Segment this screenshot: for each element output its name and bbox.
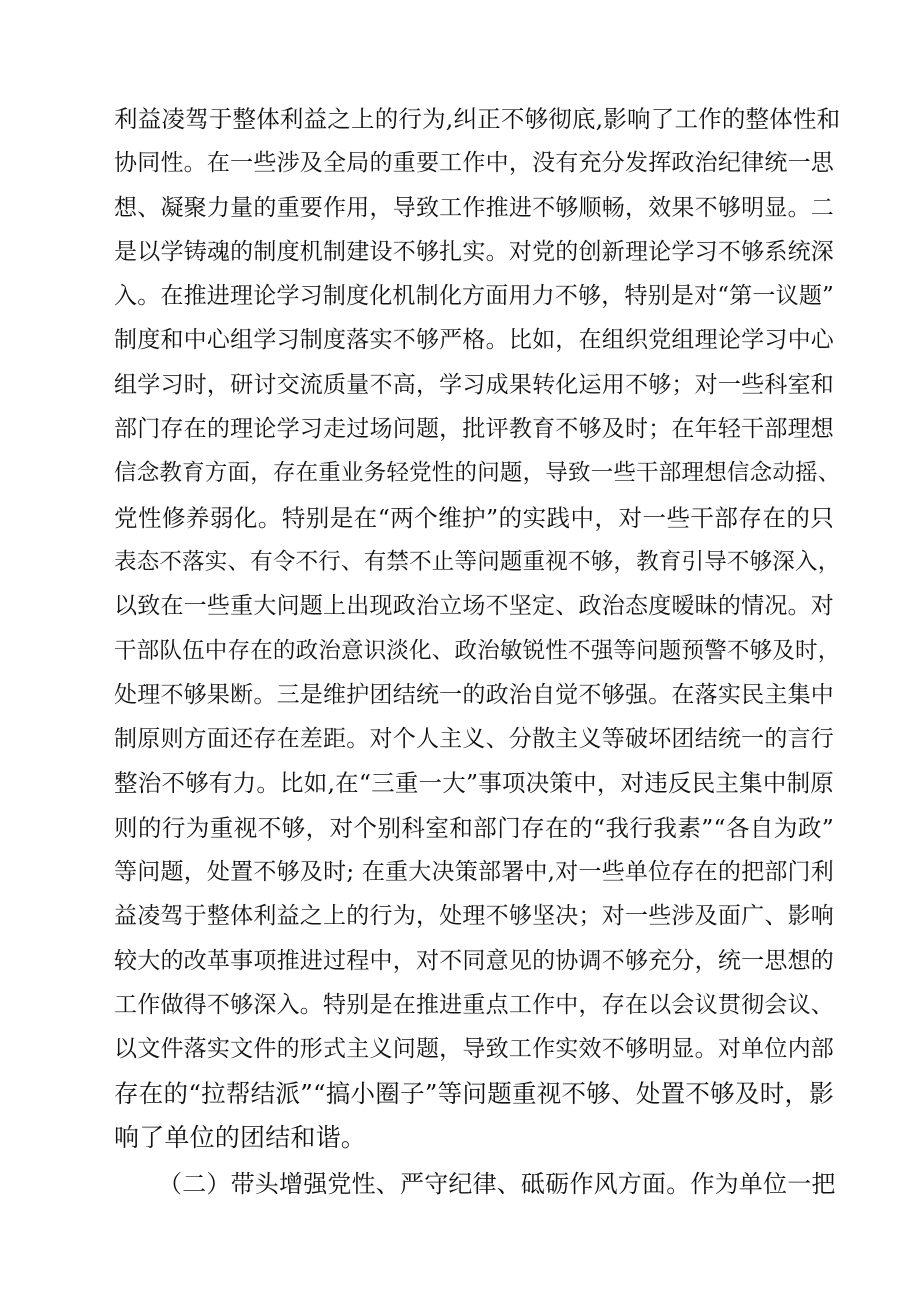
text-line: 以致在一些重大问题上出现政治立场不坚定、政治态度暧昧的情况。对 bbox=[114, 593, 834, 620]
body-text bbox=[114, 97, 841, 1206]
text-line: 是以学铸魂的制度机制建设不够扎实。对党的创新理论学习不够系统深 bbox=[114, 238, 834, 265]
text-line: 以文件落实文件的形式主义问题，导致工作实效不够明显。对单位内部 bbox=[114, 1036, 834, 1063]
text-line: 入。在推进理论学习制度化机制化方面用力不够，特别是对“第一议题” bbox=[114, 283, 834, 310]
text-line: 协同性。在一些涉及全局的重要工作中，没有充分发挥政治纪律统一思 bbox=[114, 150, 834, 177]
text-line: 干部队伍中存在的政治意识淡化、政治敏锐性不强等问题预警不够及时， bbox=[114, 637, 841, 664]
text-line: 信念教育方面，存在重业务轻党性的问题，导致一些干部理想信念动摇、 bbox=[114, 460, 841, 487]
text-line: 部门存在的理论学习走过场问题，批评教育不够及时；在年轻干部理想 bbox=[114, 416, 834, 443]
text-line: 存在的“拉帮结派”“搞小圈子”等问题重视不够、处置不够及时，影 bbox=[114, 1078, 834, 1108]
text-line: 表态不落实、有令不行、有禁不止等问题重视不够，教育引导不够深入， bbox=[114, 548, 841, 575]
text-line: 制原则方面还存在差距。对个人主义、分散主义等破坏团结统一的言行 bbox=[114, 726, 834, 753]
text-line: 组学习时，研讨交流质量不高，学习成果转化运用不够；对一些科室和 bbox=[114, 371, 834, 398]
text-line: 处理不够果断。三是维护团结统一的政治自觉不够强。在落实民主集中 bbox=[114, 681, 834, 708]
text-line: 较大的改革事项推进过程中，对不同意见的协调不够充分，统一思想的 bbox=[114, 947, 834, 974]
text-line: 整治不够有力。比如,在“三重一大”事项决策中，对违反民主集中制原 bbox=[114, 769, 834, 798]
text-line: 则的行为重视不够，对个别科室和部门存在的“我行我素”“各自为政” bbox=[114, 813, 834, 842]
text-line: 工作做得不够深入。特别是在推进重点工作中，存在以会议贯彻会议、 bbox=[114, 991, 834, 1018]
text-line: 想、凝聚力量的重要作用，导致工作推进不够顺畅，效果不够明显。二 bbox=[114, 194, 834, 221]
text-line: 响了单位的团结和谐。 bbox=[114, 1122, 367, 1152]
text-line: 党性修养弱化。特别是在“两个维护”的实践中，对一些干部存在的只 bbox=[114, 503, 834, 532]
text-line: 利益凌驾于整体利益之上的行为,纠正不够彻底,影响了工作的整体性和 bbox=[114, 105, 841, 133]
text-line: 等问题，处置不够及时; 在重大决策部署中,对一些单位存在的把部门利 bbox=[114, 859, 834, 886]
text-line: 益凌驾于整体利益之上的行为，处理不够坚决；对一些涉及面广、影响 bbox=[114, 903, 834, 930]
text-line: 制度和中心组学习制度落实不够严格。比如，在组织党组理论学习中心 bbox=[114, 327, 834, 354]
section-heading: （二）带头增强党性、严守纪律、砥砺作风方面。作为单位一把 bbox=[158, 1170, 836, 1199]
